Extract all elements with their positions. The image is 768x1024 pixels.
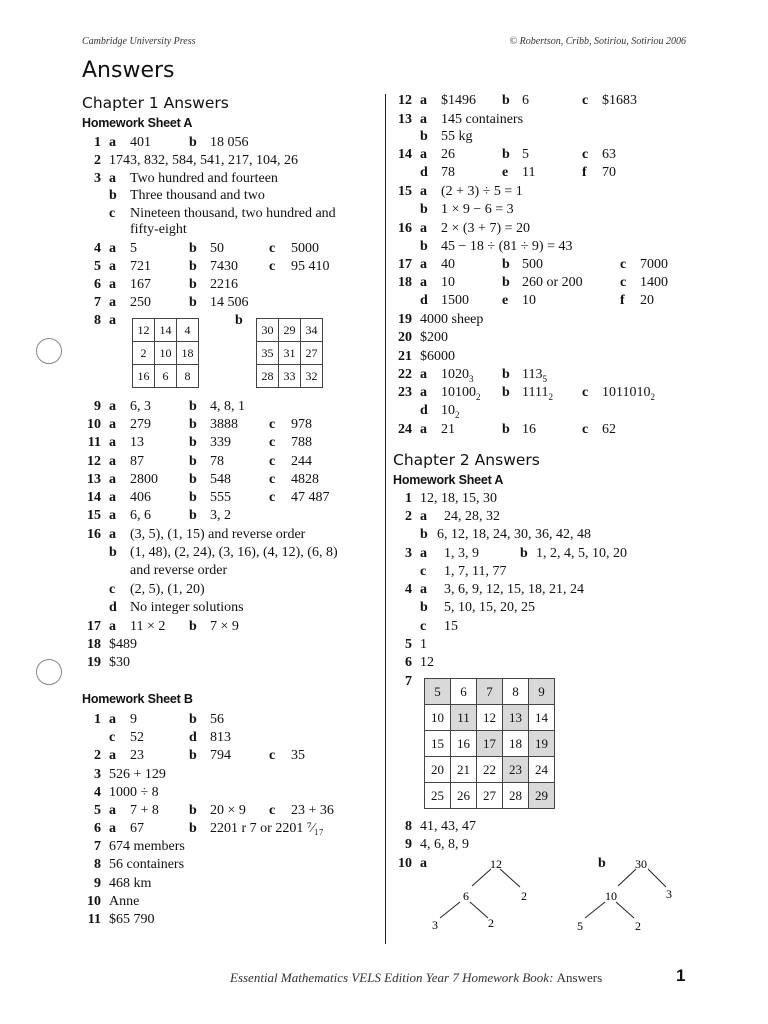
answer-line: 7 a 250 b 14 506 — [94, 295, 249, 310]
grid-cell: 4 — [177, 319, 199, 342]
grid-cell: 17 — [477, 731, 503, 757]
tree-node: 3 — [666, 887, 672, 901]
grid-cell: 25 — [425, 783, 451, 809]
answer-line: d 1500 e 10 f 20 — [420, 293, 654, 308]
answer-line: 5 a 721 b 7430 c 95 410 — [94, 259, 330, 274]
answer-line: c 1, 7, 11, 77 — [420, 564, 507, 579]
grid-cell: 10 — [155, 342, 177, 365]
answer-line: 10 Anne — [87, 894, 140, 909]
answer-line: 24 a 21 b 16 c 62 — [398, 422, 616, 437]
grid-row — [257, 342, 323, 365]
tree-node: 30 — [635, 857, 647, 871]
grid-row — [425, 705, 555, 731]
tree-node: 10 — [605, 889, 617, 903]
grid-cell: 2 — [133, 342, 155, 365]
grid-cell: 29 — [529, 783, 555, 809]
answer-line: 16 a 2 × (3 + 7) = 20 — [398, 221, 531, 236]
answer-line: 9 4, 6, 8, 9 — [405, 837, 469, 852]
answer-line: 12 a 87 b 78 c 244 — [87, 454, 312, 469]
magic-square-a — [132, 318, 199, 388]
grid-cell: 8 — [177, 365, 199, 388]
answer-line: 8 56 containers — [94, 857, 185, 872]
answer-line: c Nineteen thousand, two hundred and — [109, 206, 336, 221]
answer-line: 15 a 6, 6 b 3, 2 — [87, 508, 231, 523]
answer-line: 14 a 26 b 5 c 63 — [398, 147, 616, 162]
answer-line: fifty-eight — [130, 222, 187, 237]
grid-row — [133, 319, 199, 342]
answer-line: 2 a 23 b 794 c 35 — [94, 748, 305, 763]
grid-cell: 27 — [477, 783, 503, 809]
binder-hole — [36, 659, 62, 685]
grid-cell: 14 — [155, 319, 177, 342]
grid-cell: 14 — [529, 705, 555, 731]
grid-cell: 19 — [529, 731, 555, 757]
answer-line: 9 a 6, 3 b 4, 8, 1 — [94, 399, 245, 414]
answer-line: 3 a 1, 3, 9 b 1, 2, 4, 5, 10, 20 — [405, 546, 627, 561]
grid-cell: 22 — [477, 757, 503, 783]
grid-cell: 33 — [279, 365, 301, 388]
answer-line: 5 a 7 + 8 b 20 × 9 c 23 + 36 — [94, 803, 334, 818]
answer-line: 17 a 40 b 500 c 7000 — [398, 257, 668, 272]
grid-row — [425, 757, 555, 783]
chapter-1-heading: Chapter 1 Answers — [82, 94, 229, 112]
tree-branch — [500, 869, 520, 887]
answer-line: c 15 — [420, 619, 458, 634]
sheet-a-heading: Homework Sheet A — [393, 473, 504, 487]
answer-line: 21 $6000 — [398, 349, 455, 364]
answer-line: 1 a 401 b 18 056 — [94, 135, 249, 150]
grid-cell: 32 — [301, 365, 323, 388]
answer-line: 13 a 2800 b 548 c 4828 — [87, 472, 319, 487]
answer-line: 17 a 11 × 2 b 7 × 9 — [87, 619, 239, 634]
grid-cell: 18 — [177, 342, 199, 365]
factor-tree-a — [398, 852, 606, 934]
answer-line: 5 1 — [405, 637, 427, 652]
answer-line: 22 a $1020_3$ b $113_5$ — [398, 367, 547, 384]
grid-cell: 16 — [133, 365, 155, 388]
answer-line: 7 674 members — [94, 839, 185, 854]
answer-line: 18 a 10 b 260 or 200 c 1400 — [398, 275, 668, 290]
page-number: 1 — [676, 966, 686, 985]
answer-line: b 55 kg — [420, 129, 473, 144]
grid-cell: 8 — [503, 679, 529, 705]
tree-node: 2 — [635, 919, 641, 933]
answer-line: 8 a b — [94, 313, 243, 328]
tree-branch — [440, 902, 460, 918]
page-title: Answers — [82, 58, 175, 83]
answer-line: c (2, 5), (1, 20) — [109, 582, 205, 597]
answer-line: 10 a 279 b 3888 c 978 — [87, 417, 312, 432]
answer-line: 4 a 5 b 50 c 5000 — [94, 241, 319, 256]
grid-cell: 24 — [529, 757, 555, 783]
answer-line: 2 a 24, 28, 32 — [405, 509, 500, 524]
answer-line: 16 a (3, 5), (1, 15) and reverse order — [87, 527, 306, 542]
answer-line: 3 a Two hundred and fourteen — [94, 171, 278, 186]
grid-cell: 29 — [279, 319, 301, 342]
answer-line: 2 1743, 832, 584, 541, 217, 104, 26 — [94, 153, 298, 168]
answer-line: 20 $200 — [398, 330, 448, 345]
answer-line: 23 a $10100_2$ b $1111_2$ c $1011010_2$ — [398, 385, 655, 402]
factor-tree-b — [568, 852, 688, 934]
tree-node: 3 — [432, 918, 438, 932]
answer-line: and reverse order — [130, 563, 228, 578]
grid-cell: 5 — [425, 679, 451, 705]
tree-node: 2 — [488, 916, 494, 930]
grid-cell: 16 — [451, 731, 477, 757]
answer-line: 6 12 — [405, 655, 434, 670]
answer-line: b Three thousand and two — [109, 188, 265, 203]
number-grid — [424, 678, 555, 809]
grid-cell: 20 — [425, 757, 451, 783]
footer-text: Essential Mathematics VELS Edition Year 7 Homework Book: Answers — [230, 970, 603, 985]
answer-line: 19 4000 sheep — [398, 312, 484, 327]
copyright: © Robertson, Cribb, Sotiriou, Sotiriou 2006 — [509, 36, 686, 47]
grid-cell: 10 — [425, 705, 451, 731]
answer-line: d No integer solutions — [109, 600, 244, 615]
answer-line: 13 a 145 containers — [398, 112, 524, 127]
answer-line: 6 a 67 b 2201 r 7 or 2201 ⁷⁄₁₇ — [94, 821, 324, 836]
grid-cell: 28 — [503, 783, 529, 809]
grid-cell: 30 — [257, 319, 279, 342]
grid-row — [425, 783, 555, 809]
answer-line: 3 526 + 129 — [94, 767, 166, 782]
answer-line: b 6, 12, 18, 24, 30, 36, 42, 48 — [420, 527, 591, 542]
grid-cell: 6 — [451, 679, 477, 705]
publisher: Cambridge University Press — [82, 36, 196, 47]
answer-line: 4 a 3, 6, 9, 12, 15, 18, 21, 24 — [405, 582, 584, 597]
answer-line: 15 a (2 + 3) ÷ 5 = 1 — [398, 184, 523, 199]
grid-cell: 18 — [503, 731, 529, 757]
tree-node: 2 — [521, 889, 527, 903]
answer-line: b 5, 10, 15, 20, 25 — [420, 600, 535, 615]
answer-line: 19 $30 — [87, 655, 130, 670]
grid-cell: 11 — [451, 705, 477, 731]
grid-row — [257, 365, 323, 388]
answer-line: 4 1000 ÷ 8 — [94, 785, 159, 800]
answer-line: 11 $65 790 — [87, 912, 155, 927]
grid-cell: 35 — [257, 342, 279, 365]
sheet-a-heading: Homework Sheet A — [82, 116, 193, 130]
grid-cell: 31 — [279, 342, 301, 365]
tree-node: 5 — [577, 919, 583, 933]
answer-line: 9 468 km — [94, 876, 152, 891]
chapter-2-heading: Chapter 2 Answers — [393, 451, 540, 469]
tree-branch — [648, 869, 666, 887]
answer-line: b 45 − 18 ÷ (81 ÷ 9) = 43 — [420, 239, 573, 254]
answer-line: b (1, 48), (2, 24), (3, 16), (4, 12), (6, 8) — [109, 545, 338, 560]
tree-node: 12 — [490, 857, 502, 871]
grid-cell: 9 — [529, 679, 555, 705]
answer-line: c 52 d 813 — [109, 730, 231, 745]
answer-line: 11 a 13 b 339 c 788 — [87, 435, 312, 450]
grid-cell: 7 — [477, 679, 503, 705]
tree-branch — [470, 902, 488, 918]
grid-row — [425, 679, 555, 705]
answer-line: d 78 e 11 f 70 — [420, 165, 616, 180]
grid-cell: 12 — [477, 705, 503, 731]
answer-line: 14 a 406 b 555 c 47 487 — [87, 490, 330, 505]
grid-cell: 6 — [155, 365, 177, 388]
answer-line: 6 a 167 b 2216 — [94, 277, 238, 292]
grid-cell: 26 — [451, 783, 477, 809]
sheet-b-heading: Homework Sheet B — [82, 692, 193, 706]
answer-line: 18 $489 — [87, 637, 137, 652]
answer-line: b 1 × 9 − 6 = 3 — [420, 202, 514, 217]
grid-cell: 27 — [301, 342, 323, 365]
grid-cell: 13 — [503, 705, 529, 731]
tree-branch — [618, 869, 636, 886]
grid-cell: 28 — [257, 365, 279, 388]
tree-branch — [616, 902, 634, 918]
tree-branch — [585, 902, 605, 918]
grid-cell: 15 — [425, 731, 451, 757]
answer-line: d $10_2$ — [420, 403, 460, 420]
grid-cell: 21 — [451, 757, 477, 783]
grid-row — [133, 342, 199, 365]
grid-row — [425, 731, 555, 757]
binder-hole — [36, 338, 62, 364]
grid-row — [133, 365, 199, 388]
grid-cell: 34 — [301, 319, 323, 342]
answer-line: 1 a 9 b 56 — [94, 712, 224, 727]
answer-line: 1 12, 18, 15, 30 — [405, 491, 497, 506]
answer-line: 12 a $1496 b 6 c $1683 — [398, 93, 637, 108]
grid-cell: 12 — [133, 319, 155, 342]
grid-row — [257, 319, 323, 342]
grid-cell: 23 — [503, 757, 529, 783]
answer-line: 8 41, 43, 47 — [405, 819, 476, 834]
tree-node: 6 — [463, 889, 469, 903]
answer-line: 10 a b — [398, 856, 606, 871]
magic-square-b — [256, 318, 323, 388]
tree-branch — [472, 869, 491, 886]
column-divider — [385, 94, 386, 944]
